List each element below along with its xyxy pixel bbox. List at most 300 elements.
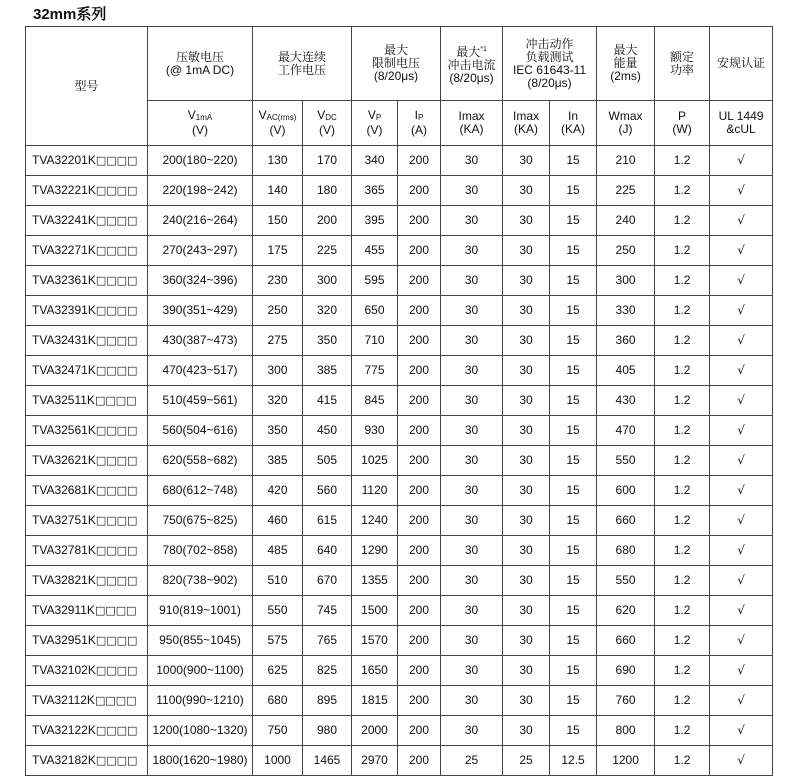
cell-wmax: 660 <box>597 506 655 536</box>
cell-vp: 2000 <box>352 716 398 746</box>
cell-vac: 1000 <box>253 746 303 776</box>
cell-imax-test: 30 <box>503 266 550 296</box>
cell-vac: 140 <box>253 176 303 206</box>
cell-varistor-voltage: 780(702~858) <box>148 536 253 566</box>
cell-vdc: 640 <box>303 536 352 566</box>
cell-vdc: 170 <box>303 146 352 176</box>
cell-ul-check: √ <box>710 566 773 596</box>
cell-in: 15 <box>550 296 597 326</box>
model-suffix-placeholder: □□□□ <box>95 274 138 287</box>
cell-power: 1.2 <box>655 596 710 626</box>
cell-varistor-voltage: 430(387~473) <box>148 326 253 356</box>
cell-vac: 275 <box>253 326 303 356</box>
cell-varistor-voltage: 820(738~902) <box>148 566 253 596</box>
cell-model <box>26 686 148 716</box>
cell-vdc: 300 <box>303 266 352 296</box>
cell-vac: 175 <box>253 236 303 266</box>
cell-ul-check: √ <box>710 266 773 296</box>
cell-ul-check: √ <box>710 176 773 206</box>
cell-model <box>26 206 148 236</box>
table-body <box>26 146 773 776</box>
cell-wmax: 300 <box>597 266 655 296</box>
cell-model <box>26 536 148 566</box>
cell-vp: 1025 <box>352 446 398 476</box>
cell-imax-test: 30 <box>503 296 550 326</box>
cell-in: 15 <box>550 146 597 176</box>
header-max-continuous-voltage: 最大连续 工作电压 <box>253 27 352 101</box>
cell-vac: 625 <box>253 656 303 686</box>
cell-vp: 1290 <box>352 536 398 566</box>
cell-vac: 300 <box>253 356 303 386</box>
cell-power: 1.2 <box>655 686 710 716</box>
cell-imax-test: 30 <box>503 236 550 266</box>
cell-ip: 200 <box>398 476 441 506</box>
cell-vdc: 180 <box>303 176 352 206</box>
cell-in: 15 <box>550 326 597 356</box>
cell-imax: 30 <box>441 536 503 566</box>
cell-ul-check: √ <box>710 446 773 476</box>
cell-vdc: 225 <box>303 236 352 266</box>
cell-varistor-voltage: 390(351~429) <box>148 296 253 326</box>
table-row <box>26 266 773 296</box>
model-suffix-placeholder: □□□□ <box>95 754 138 767</box>
cell-varistor-voltage: 1100(990~1210) <box>148 686 253 716</box>
cell-vac: 460 <box>253 506 303 536</box>
model-suffix-placeholder: □□□□ <box>95 514 138 527</box>
table-row <box>26 176 773 206</box>
cell-vp: 1355 <box>352 566 398 596</box>
cell-wmax: 550 <box>597 446 655 476</box>
model-code: TVA32361K <box>32 273 96 287</box>
subheader-imax: Imax (KA) <box>441 101 503 146</box>
cell-imax: 30 <box>441 716 503 746</box>
cell-power: 1.2 <box>655 326 710 356</box>
cell-power: 1.2 <box>655 536 710 566</box>
cell-ip: 200 <box>398 296 441 326</box>
table-row <box>26 296 773 326</box>
cell-vp: 1500 <box>352 596 398 626</box>
model-suffix-placeholder: □□□□ <box>95 664 138 677</box>
table-row <box>26 656 773 686</box>
model-suffix-placeholder: □□□□ <box>94 604 137 617</box>
cell-varistor-voltage: 950(855~1045) <box>148 626 253 656</box>
cell-varistor-voltage: 1800(1620~1980) <box>148 746 253 776</box>
cell-varistor-voltage: 750(675~825) <box>148 506 253 536</box>
header-safety-certification: 安规认证 <box>710 27 773 101</box>
cell-vp: 1570 <box>352 626 398 656</box>
model-code: TVA32102K <box>32 663 96 677</box>
table-row <box>26 536 773 566</box>
cell-vdc: 895 <box>303 686 352 716</box>
model-code: TVA32391K <box>32 303 96 317</box>
cell-imax-test: 30 <box>503 596 550 626</box>
cell-model <box>26 656 148 686</box>
cell-vp: 650 <box>352 296 398 326</box>
cell-varistor-voltage: 240(216~264) <box>148 206 253 236</box>
cell-vdc: 670 <box>303 566 352 596</box>
table-row <box>26 506 773 536</box>
cell-vdc: 1465 <box>303 746 352 776</box>
cell-ul-check: √ <box>710 326 773 356</box>
cell-model <box>26 176 148 206</box>
cell-vdc: 505 <box>303 446 352 476</box>
cell-model <box>26 386 148 416</box>
cell-vdc: 745 <box>303 596 352 626</box>
cell-ul-check: √ <box>710 356 773 386</box>
cell-varistor-voltage: 910(819~1001) <box>148 596 253 626</box>
cell-ip: 200 <box>398 356 441 386</box>
cell-vdc: 765 <box>303 626 352 656</box>
table-row <box>26 686 773 716</box>
cell-imax-test: 30 <box>503 686 550 716</box>
cell-vdc: 385 <box>303 356 352 386</box>
cell-ip: 200 <box>398 686 441 716</box>
cell-vdc: 560 <box>303 476 352 506</box>
cell-power: 1.2 <box>655 176 710 206</box>
cell-ip: 200 <box>398 326 441 356</box>
cell-imax: 30 <box>441 656 503 686</box>
model-code: TVA32271K <box>32 243 96 257</box>
cell-wmax: 1200 <box>597 746 655 776</box>
cell-power: 1.2 <box>655 656 710 686</box>
cell-vp: 340 <box>352 146 398 176</box>
cell-power: 1.2 <box>655 566 710 596</box>
cell-ip: 200 <box>398 206 441 236</box>
cell-imax-test: 30 <box>503 656 550 686</box>
cell-ul-check: √ <box>710 386 773 416</box>
model-code: TVA32781K <box>32 543 96 557</box>
cell-varistor-voltage: 510(459~561) <box>148 386 253 416</box>
cell-power: 1.2 <box>655 716 710 746</box>
subheader-v1ma: V1mA (V) <box>148 101 253 146</box>
cell-power: 1.2 <box>655 386 710 416</box>
cell-vac: 575 <box>253 626 303 656</box>
table-row <box>26 146 773 176</box>
cell-ul-check: √ <box>710 236 773 266</box>
cell-vdc: 450 <box>303 416 352 446</box>
cell-vac: 550 <box>253 596 303 626</box>
cell-imax-test: 30 <box>503 446 550 476</box>
model-code: TVA32511K <box>32 393 95 407</box>
cell-in: 15 <box>550 626 597 656</box>
cell-model <box>26 566 148 596</box>
cell-ip: 200 <box>398 176 441 206</box>
cell-imax: 25 <box>441 746 503 776</box>
cell-imax-test: 30 <box>503 536 550 566</box>
subheader-vdc: VDC (V) <box>303 101 352 146</box>
table-row <box>26 626 773 656</box>
cell-wmax: 800 <box>597 716 655 746</box>
table-row <box>26 326 773 356</box>
cell-vp: 2970 <box>352 746 398 776</box>
cell-varistor-voltage: 220(198~242) <box>148 176 253 206</box>
cell-wmax: 225 <box>597 176 655 206</box>
cell-varistor-voltage: 1000(900~1100) <box>148 656 253 686</box>
model-suffix-placeholder: □□□□ <box>95 634 138 647</box>
cell-power: 1.2 <box>655 146 710 176</box>
cell-ip: 200 <box>398 716 441 746</box>
cell-in: 15 <box>550 416 597 446</box>
cell-ul-check: √ <box>710 716 773 746</box>
cell-power: 1.2 <box>655 296 710 326</box>
subheader-vac: VAC(rms) (V) <box>253 101 303 146</box>
cell-wmax: 330 <box>597 296 655 326</box>
cell-vp: 1815 <box>352 686 398 716</box>
cell-imax: 30 <box>441 446 503 476</box>
cell-vac: 485 <box>253 536 303 566</box>
cell-power: 1.2 <box>655 236 710 266</box>
cell-vdc: 825 <box>303 656 352 686</box>
model-code: TVA32751K <box>32 513 96 527</box>
cell-ul-check: √ <box>710 416 773 446</box>
subheader-ul: UL 1449 &cUL <box>710 101 773 146</box>
cell-in: 15 <box>550 236 597 266</box>
cell-ul-check: √ <box>710 206 773 236</box>
cell-imax: 30 <box>441 326 503 356</box>
table-row <box>26 206 773 236</box>
cell-vac: 510 <box>253 566 303 596</box>
cell-vac: 750 <box>253 716 303 746</box>
table-row <box>26 746 773 776</box>
cell-model <box>26 476 148 506</box>
subheader-in: In (KA) <box>550 101 597 146</box>
table-row <box>26 596 773 626</box>
model-suffix-placeholder: □□□□ <box>94 394 137 407</box>
cell-imax: 30 <box>441 626 503 656</box>
cell-ip: 200 <box>398 566 441 596</box>
table-row <box>26 476 773 506</box>
spec-table <box>25 26 773 776</box>
cell-wmax: 470 <box>597 416 655 446</box>
cell-imax: 30 <box>441 356 503 386</box>
model-code: TVA32681K <box>32 483 96 497</box>
cell-imax: 30 <box>441 686 503 716</box>
model-code: TVA32951K <box>32 633 96 647</box>
subheader-p: P (W) <box>655 101 710 146</box>
cell-ul-check: √ <box>710 686 773 716</box>
cell-vdc: 980 <box>303 716 352 746</box>
header-model: 型号 <box>26 27 148 146</box>
cell-imax: 30 <box>441 206 503 236</box>
model-code: TVA32911K <box>32 603 95 617</box>
cell-imax: 30 <box>441 386 503 416</box>
page-title: 32mm系列 <box>33 6 107 23</box>
cell-in: 15 <box>550 506 597 536</box>
cell-wmax: 600 <box>597 476 655 506</box>
cell-ul-check: √ <box>710 746 773 776</box>
subheader-wmax: Wmax (J) <box>597 101 655 146</box>
header-varistor-voltage: 压敏电压 (@ 1mA DC) <box>148 27 253 101</box>
model-code: TVA32821K <box>32 573 96 587</box>
cell-wmax: 430 <box>597 386 655 416</box>
cell-in: 15 <box>550 206 597 236</box>
cell-imax-test: 25 <box>503 746 550 776</box>
model-suffix-placeholder: □□□□ <box>95 364 138 377</box>
model-suffix-placeholder: □□□□ <box>95 424 138 437</box>
cell-model <box>26 446 148 476</box>
cell-ul-check: √ <box>710 296 773 326</box>
cell-ip: 200 <box>398 266 441 296</box>
cell-vdc: 320 <box>303 296 352 326</box>
cell-imax-test: 30 <box>503 356 550 386</box>
cell-model <box>26 416 148 446</box>
cell-vdc: 200 <box>303 206 352 236</box>
cell-wmax: 690 <box>597 656 655 686</box>
cell-imax-test: 30 <box>503 386 550 416</box>
model-suffix-placeholder: □□□□ <box>95 544 138 557</box>
model-suffix-placeholder: □□□□ <box>95 244 138 257</box>
model-suffix-placeholder: □□□□ <box>95 214 138 227</box>
model-code: TVA32431K <box>32 333 96 347</box>
cell-imax: 30 <box>441 566 503 596</box>
model-code: TVA32561K <box>32 423 96 437</box>
cell-vp: 1650 <box>352 656 398 686</box>
cell-ip: 200 <box>398 596 441 626</box>
cell-imax-test: 30 <box>503 506 550 536</box>
cell-vp: 365 <box>352 176 398 206</box>
cell-imax-test: 30 <box>503 176 550 206</box>
cell-in: 15 <box>550 566 597 596</box>
cell-ul-check: √ <box>710 506 773 536</box>
cell-in: 15 <box>550 596 597 626</box>
table-row <box>26 386 773 416</box>
cell-varistor-voltage: 360(324~396) <box>148 266 253 296</box>
cell-vp: 455 <box>352 236 398 266</box>
cell-model <box>26 326 148 356</box>
model-code: TVA32471K <box>32 363 96 377</box>
model-code: TVA32122K <box>32 723 96 737</box>
header-surge-load-test: 冲击动作 负载测试 IEC 61643-11 (8/20μs) <box>503 27 597 101</box>
cell-ip: 200 <box>398 656 441 686</box>
cell-ip: 200 <box>398 536 441 566</box>
cell-ul-check: √ <box>710 476 773 506</box>
model-code: TVA32621K <box>32 453 96 467</box>
cell-vp: 775 <box>352 356 398 386</box>
cell-vdc: 615 <box>303 506 352 536</box>
cell-imax-test: 30 <box>503 716 550 746</box>
header-max-energy: 最大 能量 (2ms) <box>597 27 655 101</box>
cell-ip: 200 <box>398 236 441 266</box>
cell-vp: 710 <box>352 326 398 356</box>
cell-wmax: 210 <box>597 146 655 176</box>
cell-power: 1.2 <box>655 746 710 776</box>
cell-model <box>26 296 148 326</box>
cell-wmax: 550 <box>597 566 655 596</box>
cell-power: 1.2 <box>655 476 710 506</box>
cell-vac: 320 <box>253 386 303 416</box>
subheader-ip: IP (A) <box>398 101 441 146</box>
table-row <box>26 716 773 746</box>
cell-power: 1.2 <box>655 446 710 476</box>
cell-model <box>26 236 148 266</box>
cell-power: 1.2 <box>655 506 710 536</box>
cell-wmax: 240 <box>597 206 655 236</box>
cell-power: 1.2 <box>655 416 710 446</box>
cell-in: 15 <box>550 356 597 386</box>
cell-ip: 200 <box>398 386 441 416</box>
table-row <box>26 446 773 476</box>
model-suffix-placeholder: □□□□ <box>94 694 137 707</box>
model-code: TVA32182K <box>32 753 96 767</box>
cell-model <box>26 596 148 626</box>
cell-wmax: 360 <box>597 326 655 356</box>
cell-ip: 200 <box>398 506 441 536</box>
cell-vac: 420 <box>253 476 303 506</box>
model-suffix-placeholder: □□□□ <box>95 154 138 167</box>
cell-vac: 350 <box>253 416 303 446</box>
cell-imax-test: 30 <box>503 626 550 656</box>
cell-in: 15 <box>550 686 597 716</box>
cell-varistor-voltage: 200(180~220) <box>148 146 253 176</box>
cell-model <box>26 626 148 656</box>
cell-vdc: 415 <box>303 386 352 416</box>
cell-vp: 930 <box>352 416 398 446</box>
cell-model <box>26 266 148 296</box>
cell-ip: 200 <box>398 626 441 656</box>
cell-wmax: 250 <box>597 236 655 266</box>
header-max-clamping-voltage: 最大 限制电压 (8/20μs) <box>352 27 441 101</box>
subheader-imax-test: Imax (KA) <box>503 101 550 146</box>
header-max-surge-current: 最大$^{*1}$ 冲击电流 (8/20μs) <box>441 27 503 101</box>
cell-wmax: 680 <box>597 536 655 566</box>
cell-ip: 200 <box>398 446 441 476</box>
cell-power: 1.2 <box>655 206 710 236</box>
cell-in: 15 <box>550 176 597 206</box>
cell-vac: 130 <box>253 146 303 176</box>
cell-vac: 230 <box>253 266 303 296</box>
cell-in: 15 <box>550 716 597 746</box>
cell-vp: 1240 <box>352 506 398 536</box>
cell-varistor-voltage: 680(612~748) <box>148 476 253 506</box>
cell-vp: 595 <box>352 266 398 296</box>
cell-vp: 845 <box>352 386 398 416</box>
table-row <box>26 416 773 446</box>
cell-vac: 250 <box>253 296 303 326</box>
cell-varistor-voltage: 560(504~616) <box>148 416 253 446</box>
cell-varistor-voltage: 1200(1080~1320) <box>148 716 253 746</box>
cell-wmax: 660 <box>597 626 655 656</box>
cell-imax-test: 30 <box>503 416 550 446</box>
cell-imax: 30 <box>441 236 503 266</box>
cell-power: 1.2 <box>655 626 710 656</box>
cell-vdc: 350 <box>303 326 352 356</box>
cell-in: 15 <box>550 386 597 416</box>
cell-vp: 1120 <box>352 476 398 506</box>
cell-ul-check: √ <box>710 626 773 656</box>
cell-imax: 30 <box>441 296 503 326</box>
cell-ul-check: √ <box>710 596 773 626</box>
cell-wmax: 760 <box>597 686 655 716</box>
cell-in: 15 <box>550 476 597 506</box>
cell-imax: 30 <box>441 506 503 536</box>
cell-ul-check: √ <box>710 146 773 176</box>
cell-wmax: 405 <box>597 356 655 386</box>
cell-vac: 680 <box>253 686 303 716</box>
model-suffix-placeholder: □□□□ <box>95 574 138 587</box>
model-code: TVA32241K <box>32 213 96 227</box>
cell-model <box>26 146 148 176</box>
cell-in: 15 <box>550 656 597 686</box>
cell-varistor-voltage: 270(243~297) <box>148 236 253 266</box>
cell-ip: 200 <box>398 416 441 446</box>
header-row-1 <box>26 27 773 101</box>
cell-imax-test: 30 <box>503 206 550 236</box>
table-row <box>26 566 773 596</box>
cell-vac: 150 <box>253 206 303 236</box>
cell-imax: 30 <box>441 266 503 296</box>
cell-ul-check: √ <box>710 656 773 686</box>
cell-imax: 30 <box>441 596 503 626</box>
